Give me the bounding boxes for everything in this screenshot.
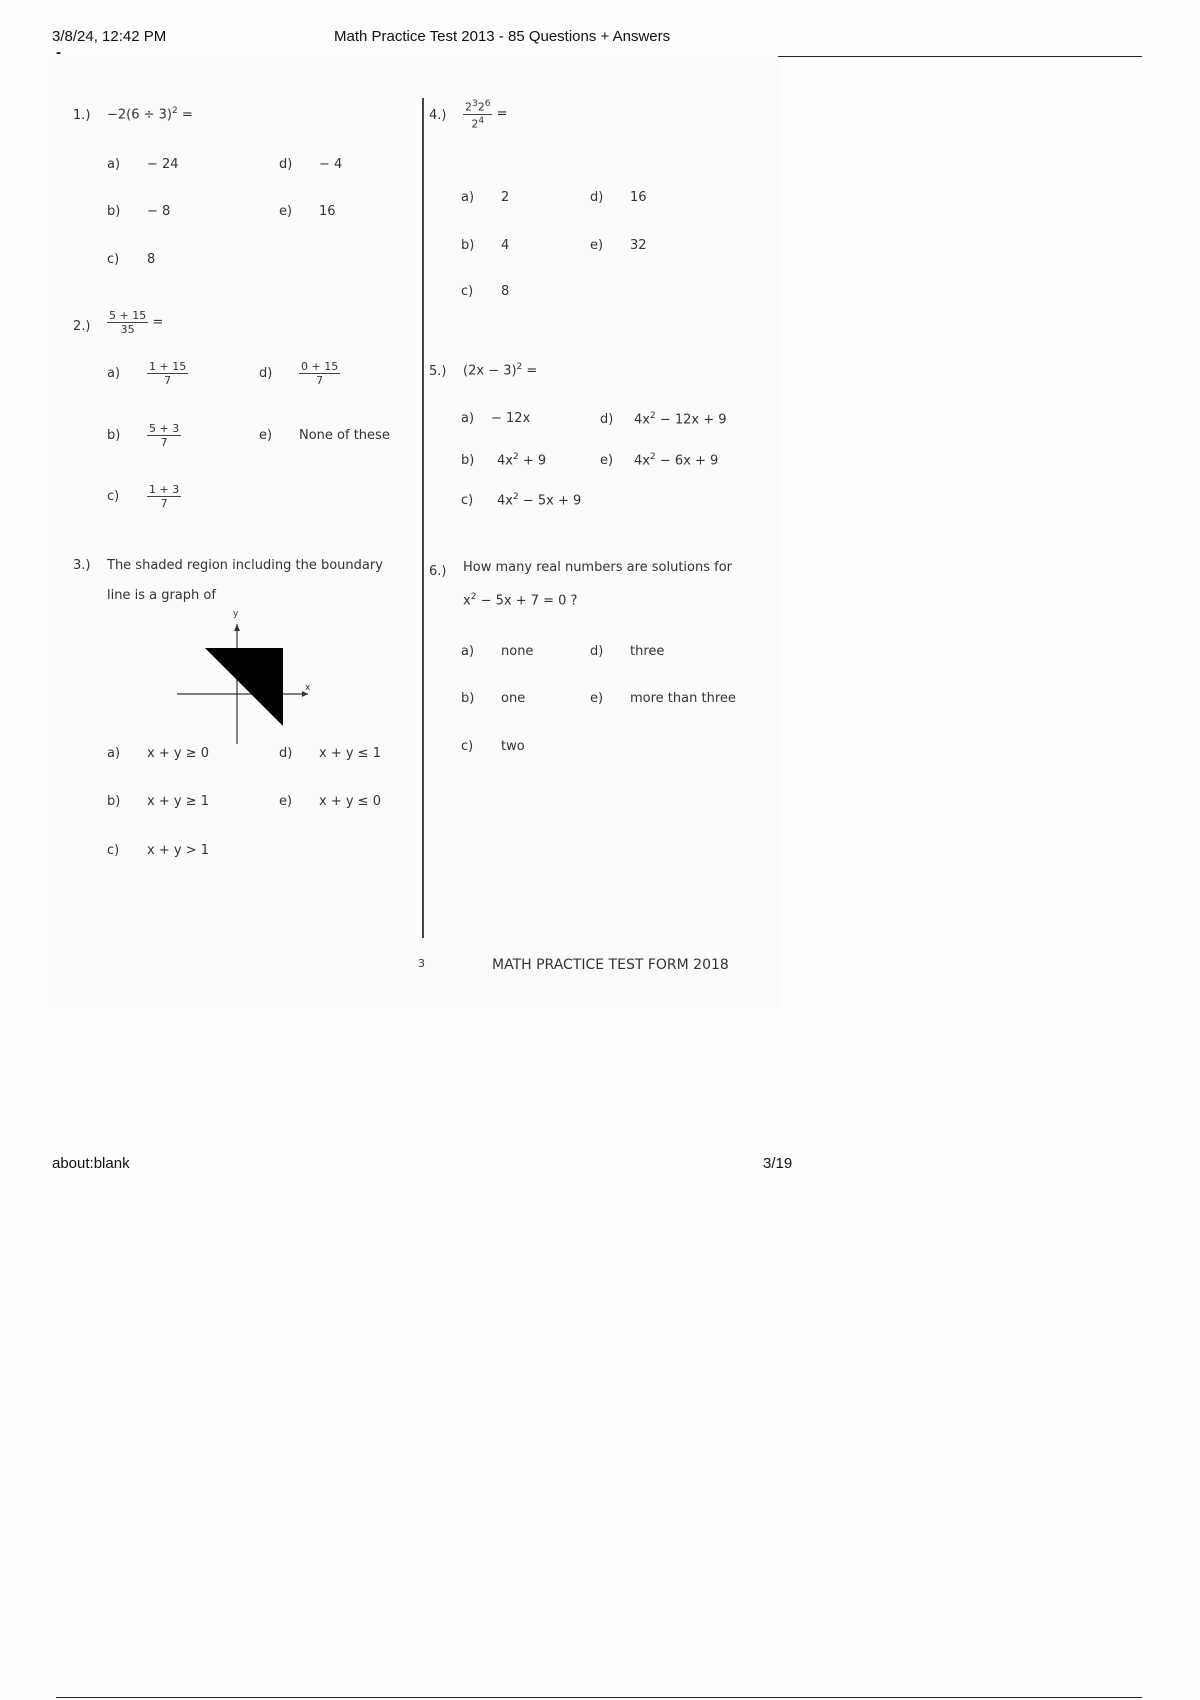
print-page-count: 3/19 — [763, 1155, 793, 1172]
bottom-rule — [56, 1697, 1142, 1698]
option-e: e) $4x^2 - 6x + 9$ — [600, 452, 719, 469]
column-divider — [422, 98, 424, 938]
inequality-graph — [173, 604, 323, 744]
option-d: d) 16 — [590, 190, 647, 205]
option-a: a) 2 — [461, 190, 510, 205]
y-axis-arrow-icon — [234, 624, 240, 631]
option-e: e) x + y ≤ 0 — [279, 794, 381, 809]
option-c: c) 8 — [461, 284, 510, 299]
option-c: c) 8 — [107, 252, 156, 267]
option-d: d) x + y ≤ 1 — [279, 746, 381, 761]
question-text-line-1: The shaded region including the boundary — [107, 558, 383, 573]
option-b: b) x + y ≥ 1 — [107, 794, 209, 809]
option-c: c) x + y > 1 — [107, 843, 209, 858]
option-d: d) three — [590, 644, 665, 659]
option-b: b) one — [461, 691, 526, 706]
option-a: a) − 12x — [461, 411, 531, 426]
question-number: 5.) — [429, 364, 447, 379]
sheet-page-number: 3 — [418, 957, 425, 970]
option-b: b) $4x^2 + 9$ — [461, 452, 547, 469]
header-rule — [778, 56, 1142, 57]
option-e: e) 32 — [590, 238, 647, 253]
option-e: e) more than three — [590, 691, 736, 706]
option-a: a) x + y ≥ 0 — [107, 746, 209, 761]
question-text-line-1: How many real numbers are solutions for — [463, 560, 733, 575]
header-marker: - — [56, 44, 61, 61]
print-timestamp: 3/8/24, 12:42 PM — [52, 28, 167, 45]
question-expression: $\frac{2^32^6}{2^4}$ = — [465, 99, 508, 131]
option-a: a) − 24 — [107, 157, 179, 172]
scanned-page — [55, 62, 780, 1007]
option-d: d) $4x^2 - 12x + 9$ — [600, 411, 727, 428]
form-title: MATH PRACTICE TEST FORM 2018 — [492, 957, 729, 973]
question-expression: $(2x - 3)^2$ = — [463, 362, 538, 379]
y-axis-label: y — [233, 609, 239, 619]
option-b: b) $\frac{5 + 3}{7}$ — [107, 422, 180, 449]
shaded-region — [205, 648, 283, 726]
question-expression: $-2(6 \div 3)^2$ = — [107, 106, 193, 123]
question-number: 4.) — [429, 108, 447, 123]
option-c: c) $\frac{1 + 3}{7}$ — [107, 483, 180, 510]
question-number: 2.) — [73, 319, 91, 334]
option-c: c) $4x^2 - 5x + 9$ — [461, 492, 582, 509]
question-number: 3.) — [73, 558, 91, 573]
option-a: a) none — [461, 644, 534, 659]
option-c: c) two — [461, 739, 525, 754]
print-title: Math Practice Test 2013 - 85 Questions + Answers — [334, 28, 671, 45]
option-e: e) None of these — [259, 428, 390, 443]
option-a: a) $\frac{1 + 15}{7}$ — [107, 360, 187, 387]
x-axis-label: x — [305, 683, 311, 693]
question-number: 6.) — [429, 564, 447, 579]
question-number: 1.) — [73, 108, 91, 123]
option-b: b) − 8 — [107, 204, 171, 219]
option-d: d) − 4 — [279, 157, 343, 172]
question-text-line-2: line is a graph of — [107, 588, 216, 603]
question-expression: $\frac{5 + 15}{35}$ = — [109, 309, 164, 336]
print-url: about:blank — [52, 1155, 130, 1172]
option-e: e) 16 — [279, 204, 336, 219]
option-d: d) $\frac{0 + 15}{7}$ — [259, 360, 339, 387]
question-equation: $x^2 - 5x + 7 = 0$ ? — [463, 592, 578, 609]
option-b: b) 4 — [461, 238, 510, 253]
